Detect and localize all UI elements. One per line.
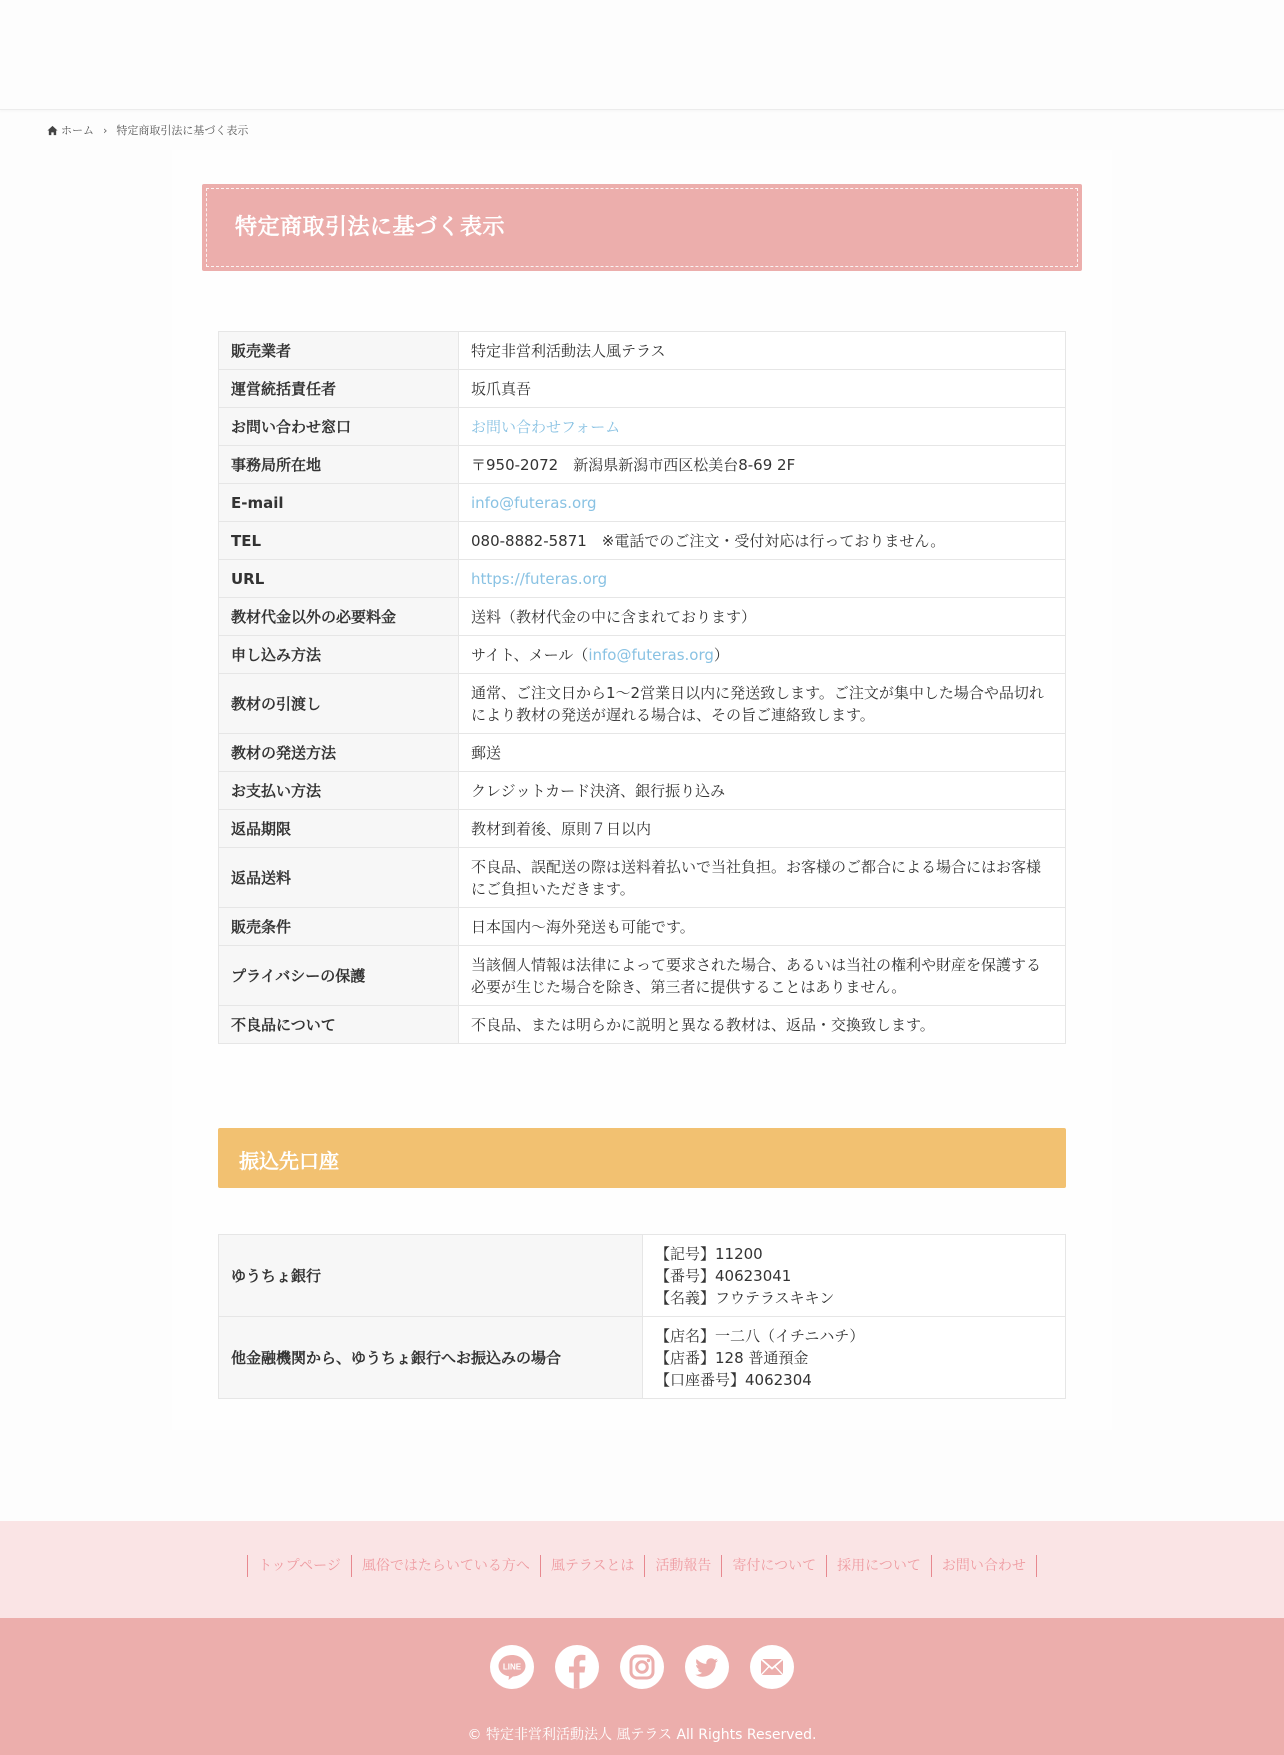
- row-value-suffix: ）: [713, 645, 729, 664]
- table-row: [219, 1317, 1066, 1399]
- row-label: 他金融機関から、ゆうちょ銀行へお振込みの場合: [219, 1317, 643, 1399]
- footer-nav: [0, 1521, 1284, 1618]
- table-row: [219, 484, 1066, 522]
- page-title-box: [202, 184, 1082, 271]
- row-value: 不良品、または明らかに説明と異なる教材は、返品・交換致します。: [459, 1006, 1066, 1044]
- row-label: 運営統括責任者: [219, 370, 459, 408]
- commerce-info-table: [218, 331, 1066, 1044]
- footer-nav-item-workers[interactable]: 風俗ではたらいている方へ: [351, 1555, 540, 1577]
- row-value: 080-8882-5871 ※電話でのご注文・受付対応は行っておりません。: [459, 522, 1066, 560]
- table-row: [219, 908, 1066, 946]
- row-label: お支払い方法: [219, 772, 459, 810]
- line-icon[interactable]: [490, 1645, 534, 1689]
- table-row: [219, 946, 1066, 1006]
- table-row: [219, 332, 1066, 370]
- row-label: 販売業者: [219, 332, 459, 370]
- row-value: 郵送: [459, 734, 1066, 772]
- facebook-icon[interactable]: [555, 1645, 599, 1689]
- bank-line: 【名義】フウテラスキキン: [655, 1288, 835, 1307]
- bank-line: 【口座番号】4062304: [655, 1370, 812, 1389]
- table-row: [219, 598, 1066, 636]
- row-label: 返品期限: [219, 810, 459, 848]
- row-label: 教材代金以外の必要料金: [219, 598, 459, 636]
- instagram-icon[interactable]: [620, 1645, 664, 1689]
- home-icon: [47, 125, 58, 136]
- table-row: [219, 522, 1066, 560]
- footer-nav-item-top[interactable]: トップページ: [247, 1555, 351, 1577]
- row-label: 教材の発送方法: [219, 734, 459, 772]
- row-value: 日本国内〜海外発送も可能です。: [459, 908, 1066, 946]
- row-label: E-mail: [219, 484, 459, 522]
- sns-links: [0, 1645, 1284, 1689]
- email-link[interactable]: info@futeras.org: [588, 645, 714, 664]
- row-label: プライバシーの保護: [219, 946, 459, 1006]
- table-row: [219, 734, 1066, 772]
- row-label: お問い合わせ窓口: [219, 408, 459, 446]
- footer-nav-item-recruit[interactable]: 採用について: [826, 1555, 931, 1577]
- row-label: 販売条件: [219, 908, 459, 946]
- row-label: 教材の引渡し: [219, 674, 459, 734]
- twitter-icon[interactable]: [685, 1645, 729, 1689]
- svg-text:LINE: LINE: [502, 1662, 522, 1672]
- table-row: [219, 636, 1066, 674]
- breadcrumb: [47, 122, 248, 138]
- page-title: 特定商取引法に基づく表示: [235, 215, 506, 240]
- table-row: [219, 848, 1066, 908]
- table-row: [219, 1235, 1066, 1317]
- mail-icon[interactable]: [750, 1645, 794, 1689]
- contact-form-link[interactable]: お問い合わせフォーム: [471, 417, 621, 436]
- row-value-prefix: サイト、メール（: [471, 645, 589, 664]
- row-value: 送料（教材代金の中に含まれております）: [459, 598, 1066, 636]
- row-label: 申し込み方法: [219, 636, 459, 674]
- bank-line: 【番号】40623041: [655, 1266, 792, 1285]
- table-row: [219, 560, 1066, 598]
- row-label: 不良品について: [219, 1006, 459, 1044]
- row-value: クレジットカード決済、銀行振り込み: [459, 772, 1066, 810]
- table-row: [219, 370, 1066, 408]
- chevron-right-icon: ›: [103, 123, 108, 137]
- table-row: [219, 1006, 1066, 1044]
- breadcrumb-home-link[interactable]: ホーム: [61, 124, 94, 137]
- row-value: 坂爪真吾: [459, 370, 1066, 408]
- url-link[interactable]: https://futeras.org: [471, 569, 608, 588]
- row-value: 〒950-2072 新潟県新潟市西区松美台8-69 2F: [459, 446, 1066, 484]
- footer-nav-item-about[interactable]: 風テラスとは: [540, 1555, 645, 1577]
- footer-nav-item-contact[interactable]: お問い合わせ: [931, 1555, 1037, 1577]
- table-row: [219, 772, 1066, 810]
- row-label: 返品送料: [219, 848, 459, 908]
- row-value: 当該個人情報は法律によって要求された場合、あるいは当社の権利や財産を保護する必要が生じた場合を除き、第三者に提供することはありません。: [459, 946, 1066, 1006]
- bank-line: 【記号】11200: [655, 1244, 763, 1263]
- bank-section-title: 振込先口座: [239, 1149, 339, 1173]
- row-value: 教材到着後、原則７日以内: [459, 810, 1066, 848]
- bank-account-table: [218, 1234, 1066, 1399]
- row-label: 事務局所在地: [219, 446, 459, 484]
- row-value: 通常、ご注文日から1〜2営業日以内に発送致します。ご注文が集中した場合や品切れにより教材の発送が遅れる場合は、その旨ご連絡致します。: [459, 674, 1066, 734]
- breadcrumb-current: 特定商取引法に基づく表示: [116, 124, 249, 137]
- email-link[interactable]: info@futeras.org: [471, 493, 597, 512]
- footer-bottom: [0, 1618, 1284, 1755]
- bank-line: 【店番】128 普通預金: [655, 1348, 809, 1367]
- copyright: © 特定非営利活動法人 風テラス All Rights Reserved.: [467, 1727, 817, 1743]
- table-row: [219, 674, 1066, 734]
- footer-nav-item-reports[interactable]: 活動報告: [644, 1555, 721, 1577]
- row-label: ゆうちょ銀行: [219, 1235, 643, 1317]
- row-label: TEL: [219, 522, 459, 560]
- row-label: URL: [219, 560, 459, 598]
- table-row: [219, 408, 1066, 446]
- table-row: [219, 446, 1066, 484]
- footer-nav-item-donation[interactable]: 寄付について: [721, 1555, 826, 1577]
- bank-section-heading: [218, 1128, 1066, 1188]
- site-header: [0, 0, 1284, 110]
- bank-line: 【店名】一二八（イチニハチ）: [655, 1326, 865, 1345]
- row-value: 不良品、誤配送の際は送料着払いで当社負担。お客様のご都合による場合にはお客様にご負担いただきます。: [459, 848, 1066, 908]
- row-value: 特定非営利活動法人風テラス: [459, 332, 1066, 370]
- table-row: [219, 810, 1066, 848]
